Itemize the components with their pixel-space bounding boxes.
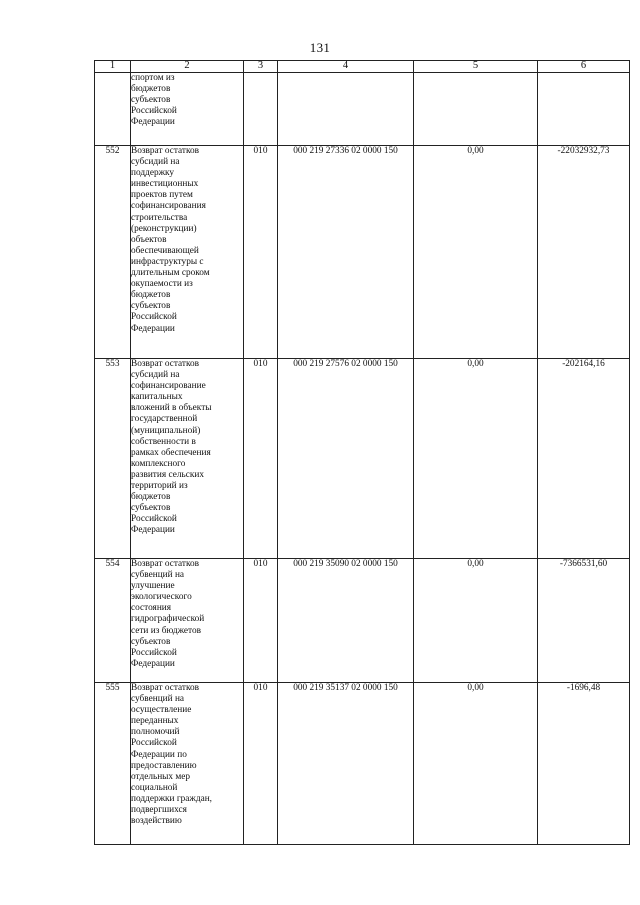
row-executed-cell (538, 73, 630, 146)
row-code-cell: 000 219 35137 02 0000 150 (278, 683, 414, 845)
row-number-cell: 553 (95, 359, 131, 559)
table-row (95, 146, 630, 359)
budget-table (94, 60, 630, 845)
row-code-cell (278, 73, 414, 146)
row-plan-cell: 0,00 (414, 359, 538, 559)
row-plan-cell (414, 73, 538, 146)
table-row (95, 683, 630, 845)
table-header (95, 61, 630, 73)
row-number-cell (95, 73, 131, 146)
column-header-1: 1 (95, 61, 131, 73)
column-header-2: 2 (131, 61, 244, 73)
row-admin-cell: 010 (244, 559, 278, 683)
row-code-cell: 000 219 35090 02 0000 150 (278, 559, 414, 683)
column-header-6: 6 (538, 61, 630, 73)
row-name-cell: Возврат остатков субвенций на улучшение экологического состояния гидрографической сети из бюджетов субъектов Российской Федерации (131, 559, 244, 683)
row-number-cell: 554 (95, 559, 131, 683)
row-executed-cell: -202164,16 (538, 359, 630, 559)
table-row (95, 559, 630, 683)
row-executed-cell: -7366531,60 (538, 559, 630, 683)
row-name-cell: Возврат остатков субсидий на поддержку инвестиционных проектов путем софинансирования строительства (реконструкции) объектов обеспечивающей инфраструктуры с длительным сроком окупаемости из бюджетов субъектов Российской Федерации (131, 146, 244, 359)
row-admin-cell: 010 (244, 683, 278, 845)
row-admin-cell: 010 (244, 359, 278, 559)
row-name-cell: спортом из бюджетов субъектов Российской Федерации (131, 73, 244, 146)
row-executed-cell: -22032932,73 (538, 146, 630, 359)
row-admin-cell (244, 73, 278, 146)
row-admin-cell: 010 (244, 146, 278, 359)
row-code-cell: 000 219 27336 02 0000 150 (278, 146, 414, 359)
row-name-cell: Возврат остатков субсидий на софинансирование капитальных вложений в объекты государственной (муниципальной) собственности в рамках обеспечения комплексного развития сельских территорий из бюджетов субъектов Российской Федерации (131, 359, 244, 559)
row-code-cell: 000 219 27576 02 0000 150 (278, 359, 414, 559)
header-row (95, 61, 630, 73)
table-body (95, 73, 630, 845)
row-name-cell: Возврат остатков субвенций на осуществление переданных полномочий Российской Федерации по предоставлению отдельных мер социальной поддержки граждан, подвергшихся воздействию (131, 683, 244, 845)
row-number-cell: 555 (95, 683, 131, 845)
row-executed-cell: -1696,48 (538, 683, 630, 845)
column-header-4: 4 (278, 61, 414, 73)
row-number-cell: 552 (95, 146, 131, 359)
table-row (95, 73, 630, 146)
row-plan-cell: 0,00 (414, 559, 538, 683)
table-row (95, 359, 630, 559)
row-plan-cell: 0,00 (414, 683, 538, 845)
row-plan-cell: 0,00 (414, 146, 538, 359)
page-number: 131 (309, 40, 331, 55)
column-header-5: 5 (414, 61, 538, 73)
column-header-3: 3 (244, 61, 278, 73)
